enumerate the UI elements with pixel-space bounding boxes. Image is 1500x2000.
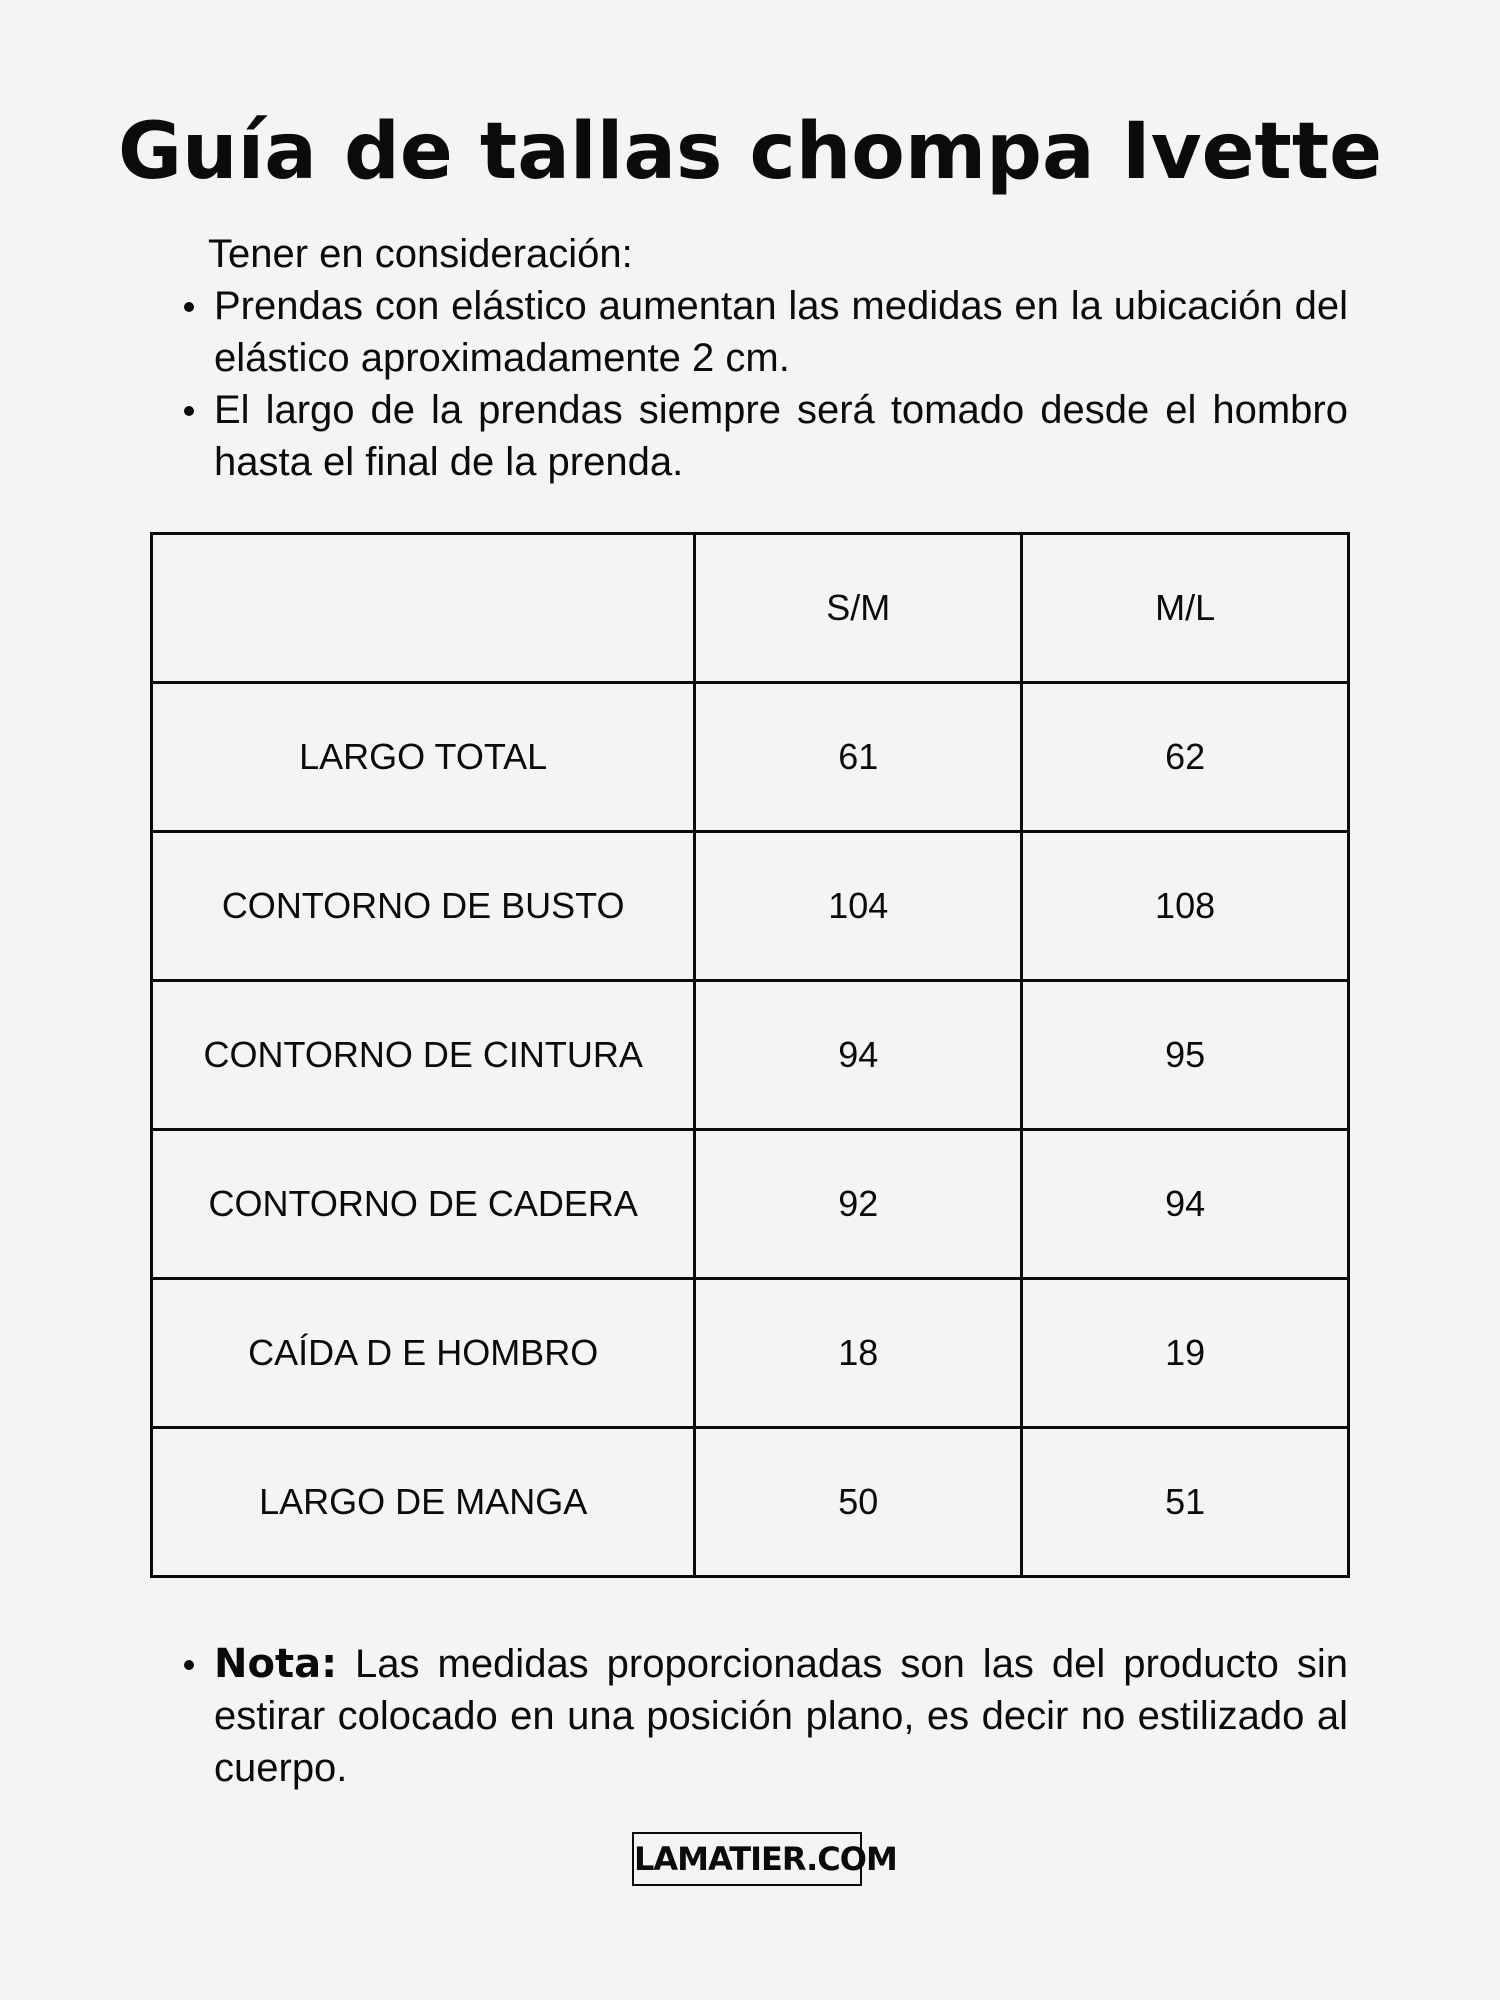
header-cell-sm: S/M [695,534,1022,683]
row-label: CONTORNO DE BUSTO [152,832,695,981]
note-list [176,1638,1348,1794]
row-label: LARGO TOTAL [152,683,695,832]
intro-text: Tener en consideración: [208,232,633,276]
cell-ml: 94 [1022,1130,1349,1279]
row-label: LARGO DE MANGA [152,1428,695,1577]
header-cell-ml: M/L [1022,534,1349,683]
cell-ml: 108 [1022,832,1349,981]
cell-ml: 62 [1022,683,1349,832]
cell-ml: 51 [1022,1428,1349,1577]
row-label: CAÍDA D E HOMBRO [152,1279,695,1428]
table-row [152,1279,1349,1428]
row-label: CONTORNO DE CINTURA [152,981,695,1130]
note-item [176,1638,1348,1794]
list-item: Prendas con elástico aumentan las medidas en la ubicación del elástico aproximadamente 2 cm. [176,280,1348,384]
table-row [152,683,1349,832]
table-header-row [152,534,1349,683]
header-cell-empty [152,534,695,683]
cell-sm: 104 [695,832,1022,981]
table-row [152,1428,1349,1577]
cell-sm: 94 [695,981,1022,1130]
cell-sm: 61 [695,683,1022,832]
table-row [152,981,1349,1130]
size-table [150,532,1350,1578]
page-title: Guía de tallas chompa Ivette [117,107,1383,197]
table-row [152,1130,1349,1279]
website-logo: LAMATIER.COM [632,1832,862,1886]
cell-ml: 19 [1022,1279,1349,1428]
cell-sm: 92 [695,1130,1022,1279]
cell-sm: 18 [695,1279,1022,1428]
cell-ml: 95 [1022,981,1349,1130]
note-text: Las medidas proporcionadas son las del producto sin estirar colocado en una posición plano, es decir no estilizado al cuerpo. [214,1642,1348,1790]
cell-sm: 50 [695,1428,1022,1577]
row-label: CONTORNO DE CADERA [152,1130,695,1279]
note-label: Nota: [214,1641,338,1687]
list-item: El largo de la prendas siempre será tomado desde el hombro hasta el final de la prenda. [176,384,1348,488]
consideration-list [176,280,1348,488]
table-row [152,832,1349,981]
